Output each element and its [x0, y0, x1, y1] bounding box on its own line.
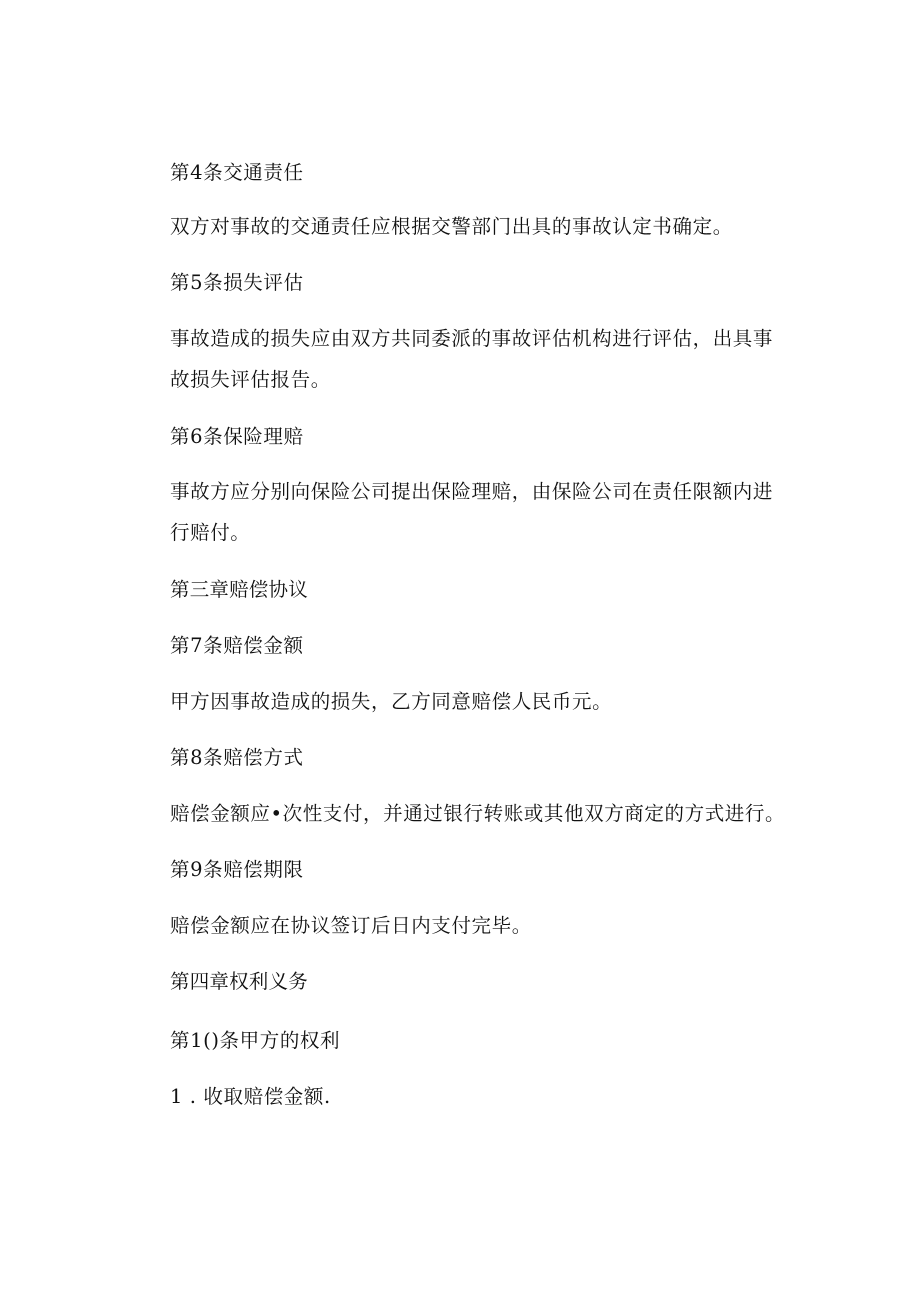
article-6-text-line-1: 事故方应分别向保险公司提出保险理赔，由保险公司在责任限额内进 [170, 480, 774, 503]
article-8-text: 赔偿金额应•次性支付，并通过银行转账或其他双方商定的方式进行。 [170, 802, 786, 825]
article-6-heading: 第6条保险理赔 [170, 425, 304, 448]
article-7-text: 甲方因事故造成的损失，乙方同意赔偿人民币元。 [170, 690, 613, 713]
chapter-3-heading: 第三章赔偿协议 [170, 578, 308, 601]
article-8-heading: 第8条赔偿方式 [170, 746, 304, 769]
chapter-4-heading: 第四章权利义务 [170, 970, 308, 993]
article-5-text-line-2: 故损失评估报告。 [170, 368, 331, 391]
article-4-heading: 第4条交通责任 [170, 161, 304, 184]
article-5-text-line-1: 事故造成的损失应由双方共同委派的事故评估机构进行评估，出具事 [170, 327, 774, 350]
list-item-1: 1 . 收取赔偿金额. [170, 1085, 331, 1108]
article-5-heading: 第5条损失评估 [170, 271, 304, 294]
article-7-heading: 第7条赔偿金额 [170, 634, 304, 657]
article-9-heading: 第9条赔偿期限 [170, 858, 304, 881]
article-10-heading: 第1()条甲方的权利 [170, 1029, 341, 1052]
article-4-text: 双方对事故的交通责任应根据交警部门出具的事故认定书确定。 [170, 215, 733, 238]
article-9-text: 赔偿金额应在协议签订后日内支付完毕。 [170, 914, 532, 937]
article-6-text-line-2: 行赔付。 [170, 521, 251, 544]
